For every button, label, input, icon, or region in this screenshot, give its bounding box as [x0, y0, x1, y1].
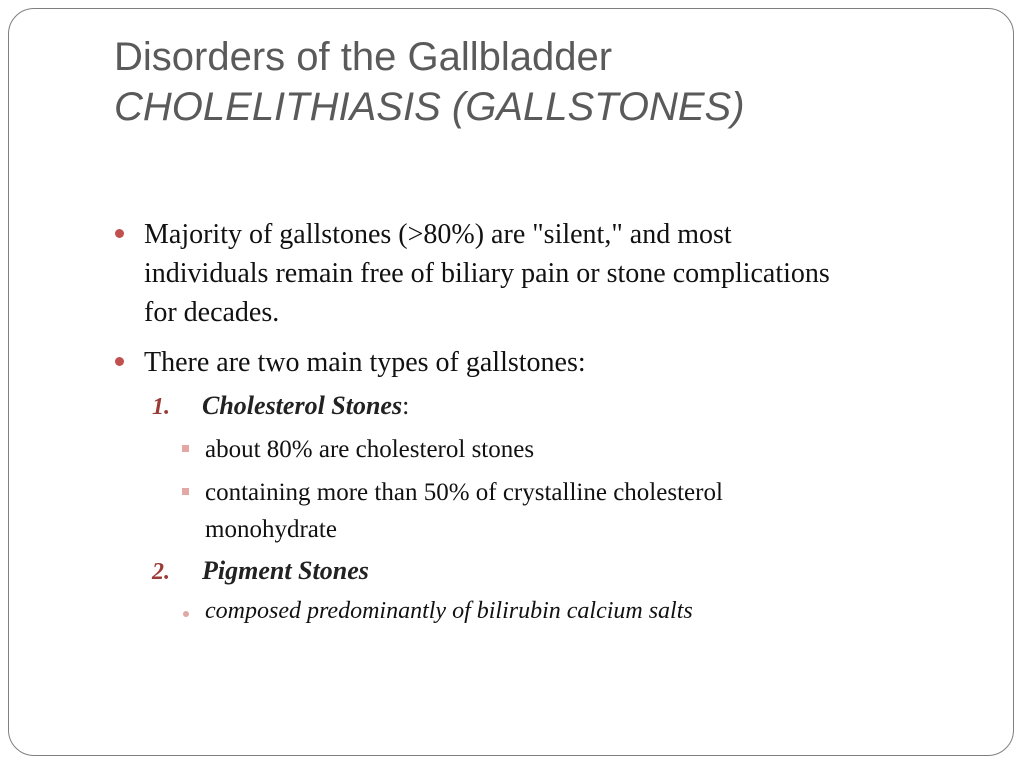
square-bullet-icon [182, 488, 189, 495]
list-number: 1. [152, 394, 170, 420]
bullet-2 [144, 343, 974, 382]
cholesterol-stones-heading [202, 391, 409, 421]
heading-colon: : [402, 391, 410, 420]
sub-item-line: containing more than 50% of crystalline cholesterol [205, 479, 723, 506]
bullet-1 [144, 215, 974, 332]
bullet-2-line-1: There are two main types of gallstones: [144, 347, 586, 378]
square-bullet-icon [182, 445, 189, 452]
bullet-1-line-1: Majority of gallstones (>80%) are "silent," and most [144, 219, 732, 250]
list-number: 2. [152, 559, 170, 585]
sub-item-line: composed predominantly of bilirubin calcium salts [205, 598, 693, 624]
pigment-stones-heading [202, 556, 369, 586]
sub-item [205, 598, 965, 625]
title-line-2: CHOLELITHIASIS (GALLSTONES) [114, 85, 745, 129]
title-line-1: Disorders of the Gallbladder [114, 35, 613, 79]
pigment-stones-label: Pigment Stones [202, 556, 369, 585]
bullet-dot-icon [115, 357, 124, 366]
sub-item-line: monohydrate [205, 516, 337, 543]
cholesterol-stones-label: Cholesterol Stones [202, 391, 403, 420]
bullet-1-line-2: individuals remain free of biliary pain or stone complications [144, 258, 830, 289]
sub-item [205, 431, 965, 468]
sub-item-line: about 80% are cholesterol stones [205, 436, 535, 463]
bullet-dot-icon [115, 229, 124, 238]
sub-item [205, 474, 965, 548]
dot-bullet-icon [183, 611, 189, 617]
bullet-1-line-3: for decades. [144, 297, 280, 328]
